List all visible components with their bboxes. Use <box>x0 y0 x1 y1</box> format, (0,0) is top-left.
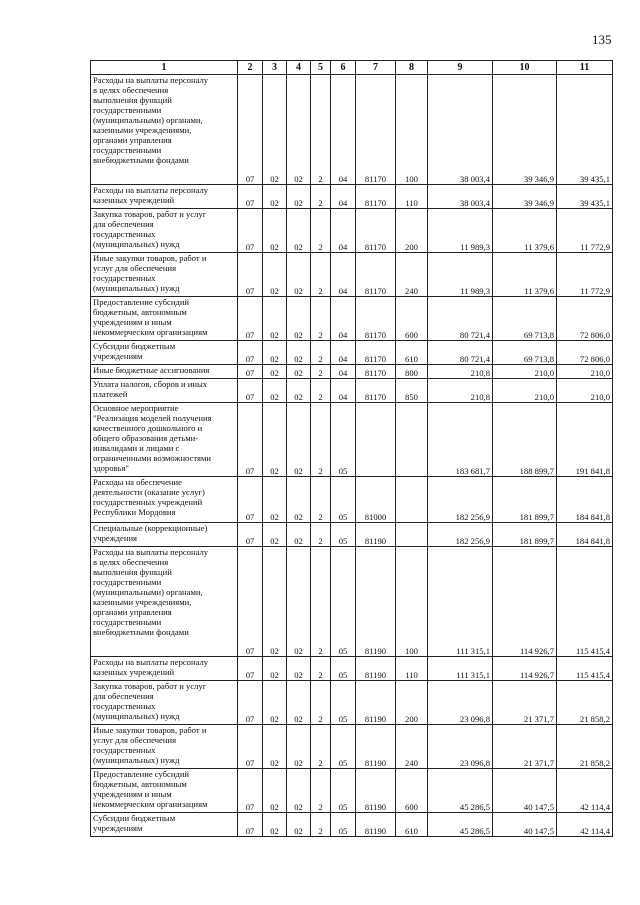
cell-col-11: 21 858,2 <box>557 725 613 769</box>
cell-col-2: 07 <box>238 657 263 681</box>
cell-col-6: 05 <box>331 523 356 547</box>
cell-col-8: 610 <box>396 341 428 365</box>
cell-col-6: 04 <box>331 253 356 297</box>
cell-col-9: 111 315,1 <box>428 547 493 657</box>
cell-col-7: 81190 <box>356 547 396 657</box>
cell-col-9: 38 003,4 <box>428 185 493 209</box>
cell-col-4: 02 <box>287 547 311 657</box>
cell-col-6: 04 <box>331 379 356 403</box>
cell-col-9: 23 096,8 <box>428 725 493 769</box>
cell-col-9: 11 989,3 <box>428 209 493 253</box>
cell-col-4: 02 <box>287 403 311 477</box>
cell-col-4: 02 <box>287 209 311 253</box>
cell-col-6: 04 <box>331 75 356 185</box>
cell-col-9: 210,8 <box>428 365 493 379</box>
cell-col-8: 110 <box>396 185 428 209</box>
cell-col-9: 45 286,5 <box>428 813 493 837</box>
cell-col-4: 02 <box>287 341 311 365</box>
col-header-7: 7 <box>356 61 396 75</box>
cell-col-11: 39 435,1 <box>557 185 613 209</box>
cell-col-6: 05 <box>331 657 356 681</box>
cell-col-2: 07 <box>238 379 263 403</box>
cell-col-8 <box>396 403 428 477</box>
row-name-cell: Субсидии бюджетным учреждениям <box>91 813 238 837</box>
row-name-cell: Расходы на выплаты персоналу казенных учреждений <box>91 185 238 209</box>
table-row <box>91 725 613 769</box>
cell-col-7: 81190 <box>356 681 396 725</box>
cell-col-3: 02 <box>263 209 287 253</box>
table-row <box>91 769 613 813</box>
cell-col-6: 05 <box>331 725 356 769</box>
cell-col-3: 02 <box>263 75 287 185</box>
cell-col-6: 05 <box>331 547 356 657</box>
cell-col-11: 210,0 <box>557 379 613 403</box>
cell-col-2: 07 <box>238 297 263 341</box>
cell-col-2: 07 <box>238 403 263 477</box>
table-row <box>91 253 613 297</box>
cell-col-3: 02 <box>263 379 287 403</box>
cell-col-3: 02 <box>263 365 287 379</box>
cell-col-9: 111 315,1 <box>428 657 493 681</box>
col-header-11: 11 <box>557 61 613 75</box>
cell-col-10: 210,0 <box>493 365 557 379</box>
page-number: 135 <box>592 32 612 47</box>
table-row <box>91 379 613 403</box>
cell-col-7: 81190 <box>356 813 396 837</box>
cell-col-2: 07 <box>238 185 263 209</box>
cell-col-8 <box>396 477 428 523</box>
cell-col-9: 183 681,7 <box>428 403 493 477</box>
cell-col-7: 81170 <box>356 185 396 209</box>
cell-col-3: 02 <box>263 523 287 547</box>
cell-col-7: 81000 <box>356 477 396 523</box>
cell-col-9: 210,8 <box>428 379 493 403</box>
cell-col-9: 80 721,4 <box>428 341 493 365</box>
cell-col-9: 182 256,9 <box>428 523 493 547</box>
cell-col-3: 02 <box>263 253 287 297</box>
cell-col-7: 81170 <box>356 253 396 297</box>
cell-col-2: 07 <box>238 725 263 769</box>
cell-col-10: 21 371,7 <box>493 725 557 769</box>
cell-col-3: 02 <box>263 403 287 477</box>
cell-col-5: 2 <box>311 547 331 657</box>
cell-col-10: 11 379,6 <box>493 209 557 253</box>
col-header-9: 9 <box>428 61 493 75</box>
cell-col-9: 45 286,5 <box>428 769 493 813</box>
table-row <box>91 657 613 681</box>
cell-col-5: 2 <box>311 725 331 769</box>
cell-col-5: 2 <box>311 297 331 341</box>
cell-col-7 <box>356 403 396 477</box>
cell-col-7: 81170 <box>356 379 396 403</box>
cell-col-7: 81190 <box>356 523 396 547</box>
cell-col-8: 600 <box>396 769 428 813</box>
cell-col-5: 2 <box>311 209 331 253</box>
cell-col-2: 07 <box>238 813 263 837</box>
col-header-1: 1 <box>91 61 238 75</box>
row-name-cell: Расходы на выплаты персоналу казенных учреждений <box>91 657 238 681</box>
cell-col-2: 07 <box>238 209 263 253</box>
cell-col-5: 2 <box>311 813 331 837</box>
cell-col-8 <box>396 523 428 547</box>
row-name-cell: Расходы на обеспечение деятельности (оказание услуг) государственных учреждений Республики Мордовия <box>91 477 238 523</box>
cell-col-9: 23 096,8 <box>428 681 493 725</box>
cell-col-10: 210,0 <box>493 379 557 403</box>
table-row <box>91 813 613 837</box>
cell-col-2: 07 <box>238 547 263 657</box>
cell-col-10: 69 713,8 <box>493 297 557 341</box>
table-row <box>91 185 613 209</box>
cell-col-10: 39 346,9 <box>493 75 557 185</box>
row-name-cell: Иные бюджетные ассигнования <box>91 365 238 379</box>
cell-col-10: 40 147,5 <box>493 813 557 837</box>
table-row <box>91 365 613 379</box>
cell-col-5: 2 <box>311 341 331 365</box>
cell-col-5: 2 <box>311 253 331 297</box>
cell-col-4: 02 <box>287 769 311 813</box>
cell-col-2: 07 <box>238 365 263 379</box>
cell-col-9: 182 256,9 <box>428 477 493 523</box>
table-row <box>91 209 613 253</box>
col-header-6: 6 <box>331 61 356 75</box>
cell-col-11: 42 114,4 <box>557 769 613 813</box>
cell-col-4: 02 <box>287 379 311 403</box>
cell-col-11: 184 841,8 <box>557 523 613 547</box>
cell-col-11: 72 806,0 <box>557 297 613 341</box>
header-row <box>91 61 613 75</box>
cell-col-7: 81170 <box>356 75 396 185</box>
cell-col-5: 2 <box>311 185 331 209</box>
cell-col-6: 05 <box>331 403 356 477</box>
cell-col-11: 21 858,2 <box>557 681 613 725</box>
cell-col-10: 188 899,7 <box>493 403 557 477</box>
cell-col-6: 05 <box>331 681 356 725</box>
cell-col-6: 05 <box>331 477 356 523</box>
cell-col-5: 2 <box>311 75 331 185</box>
row-name-cell: Предоставление субсидий бюджетным, автономным учреждениям и иным некоммерческим организациям <box>91 769 238 813</box>
cell-col-9: 38 003,4 <box>428 75 493 185</box>
cell-col-4: 02 <box>287 813 311 837</box>
cell-col-8: 200 <box>396 209 428 253</box>
cell-col-2: 07 <box>238 523 263 547</box>
cell-col-3: 02 <box>263 657 287 681</box>
cell-col-7: 81170 <box>356 209 396 253</box>
cell-col-4: 02 <box>287 477 311 523</box>
cell-col-5: 2 <box>311 403 331 477</box>
cell-col-4: 02 <box>287 185 311 209</box>
budget-table <box>90 60 613 837</box>
cell-col-4: 02 <box>287 75 311 185</box>
row-name-cell: Расходы на выплаты персоналу в целях обеспечения выполнения функций государственными (муниципальными) органами, казенными учреждениями, органами управления государственными внебюджетными фондами <box>91 547 238 657</box>
cell-col-6: 04 <box>331 297 356 341</box>
cell-col-11: 210,0 <box>557 365 613 379</box>
cell-col-11: 42 114,4 <box>557 813 613 837</box>
cell-col-4: 02 <box>287 365 311 379</box>
cell-col-2: 07 <box>238 769 263 813</box>
row-name-cell: Субсидии бюджетным учреждениям <box>91 341 238 365</box>
cell-col-4: 02 <box>287 657 311 681</box>
cell-col-11: 191 841,8 <box>557 403 613 477</box>
cell-col-11: 11 772,9 <box>557 209 613 253</box>
row-name-cell: Иные закупки товаров, работ и услуг для обеспечения государственных (муниципальных) нужд <box>91 725 238 769</box>
cell-col-11: 72 806,0 <box>557 341 613 365</box>
cell-col-5: 2 <box>311 657 331 681</box>
cell-col-3: 02 <box>263 477 287 523</box>
cell-col-3: 02 <box>263 813 287 837</box>
cell-col-3: 02 <box>263 681 287 725</box>
cell-col-7: 81190 <box>356 769 396 813</box>
cell-col-8: 240 <box>396 725 428 769</box>
cell-col-6: 04 <box>331 341 356 365</box>
cell-col-3: 02 <box>263 185 287 209</box>
cell-col-7: 81170 <box>356 297 396 341</box>
cell-col-4: 02 <box>287 725 311 769</box>
cell-col-10: 39 346,9 <box>493 185 557 209</box>
cell-col-8: 100 <box>396 547 428 657</box>
cell-col-8: 200 <box>396 681 428 725</box>
cell-col-8: 240 <box>396 253 428 297</box>
cell-col-2: 07 <box>238 341 263 365</box>
col-header-8: 8 <box>396 61 428 75</box>
cell-col-4: 02 <box>287 681 311 725</box>
cell-col-6: 05 <box>331 813 356 837</box>
cell-col-10: 114 926,7 <box>493 657 557 681</box>
cell-col-10: 181 899,7 <box>493 523 557 547</box>
col-header-4: 4 <box>287 61 311 75</box>
cell-col-7: 81170 <box>356 341 396 365</box>
table-row <box>91 297 613 341</box>
cell-col-5: 2 <box>311 769 331 813</box>
cell-col-6: 04 <box>331 209 356 253</box>
row-name-cell: Расходы на выплаты персоналу в целях обеспечения выполнения функций государственными (муниципальными) органами, казенными учреждениями, органами управления государственными внебюджетными фондами <box>91 75 238 185</box>
row-name-cell: Закупка товаров, работ и услуг для обеспечения государственных (муниципальных) нужд <box>91 209 238 253</box>
cell-col-9: 11 989,3 <box>428 253 493 297</box>
cell-col-4: 02 <box>287 297 311 341</box>
cell-col-2: 07 <box>238 681 263 725</box>
table-row <box>91 403 613 477</box>
cell-col-5: 2 <box>311 523 331 547</box>
cell-col-10: 11 379,6 <box>493 253 557 297</box>
cell-col-6: 05 <box>331 769 356 813</box>
cell-col-3: 02 <box>263 341 287 365</box>
cell-col-11: 115 415,4 <box>557 657 613 681</box>
col-header-10: 10 <box>493 61 557 75</box>
cell-col-6: 04 <box>331 365 356 379</box>
table-row <box>91 681 613 725</box>
col-header-3: 3 <box>263 61 287 75</box>
cell-col-3: 02 <box>263 547 287 657</box>
cell-col-11: 39 435,1 <box>557 75 613 185</box>
cell-col-2: 07 <box>238 477 263 523</box>
cell-col-3: 02 <box>263 297 287 341</box>
row-name-cell: Предоставление субсидий бюджетным, автономным учреждениям и иным некоммерческим организациям <box>91 297 238 341</box>
cell-col-11: 184 841,8 <box>557 477 613 523</box>
row-name-cell: Иные закупки товаров, работ и услуг для обеспечения государственных (муниципальных) нужд <box>91 253 238 297</box>
table-row <box>91 477 613 523</box>
cell-col-8: 100 <box>396 75 428 185</box>
col-header-5: 5 <box>311 61 331 75</box>
cell-col-8: 850 <box>396 379 428 403</box>
cell-col-9: 80 721,4 <box>428 297 493 341</box>
cell-col-4: 02 <box>287 523 311 547</box>
table-row <box>91 75 613 185</box>
cell-col-3: 02 <box>263 725 287 769</box>
cell-col-7: 81190 <box>356 657 396 681</box>
cell-col-10: 181 899,7 <box>493 477 557 523</box>
cell-col-8: 800 <box>396 365 428 379</box>
table-row <box>91 547 613 657</box>
table-row <box>91 341 613 365</box>
col-header-2: 2 <box>238 61 263 75</box>
cell-col-10: 40 147,5 <box>493 769 557 813</box>
cell-col-5: 2 <box>311 477 331 523</box>
table-row <box>91 523 613 547</box>
cell-col-8: 600 <box>396 297 428 341</box>
cell-col-11: 11 772,9 <box>557 253 613 297</box>
cell-col-5: 2 <box>311 365 331 379</box>
cell-col-4: 02 <box>287 253 311 297</box>
cell-col-6: 04 <box>331 185 356 209</box>
row-name-cell: Уплата налогов, сборов и иных платежей <box>91 379 238 403</box>
cell-col-11: 115 415,4 <box>557 547 613 657</box>
cell-col-2: 07 <box>238 75 263 185</box>
row-name-cell: Основное мероприятие "Реализация моделей получения качественного дошкольного и общего образования детьми- инвалидами и лицами с ограниченными возможностями здоровья" <box>91 403 238 477</box>
cell-col-7: 81170 <box>356 365 396 379</box>
cell-col-10: 69 713,8 <box>493 341 557 365</box>
cell-col-2: 07 <box>238 253 263 297</box>
cell-col-5: 2 <box>311 379 331 403</box>
cell-col-10: 114 926,7 <box>493 547 557 657</box>
row-name-cell: Закупка товаров, работ и услуг для обеспечения государственных (муниципальных) нужд <box>91 681 238 725</box>
cell-col-8: 110 <box>396 657 428 681</box>
cell-col-10: 21 371,7 <box>493 681 557 725</box>
row-name-cell: Специальные (коррекционные) учреждения <box>91 523 238 547</box>
cell-col-7: 81190 <box>356 725 396 769</box>
cell-col-3: 02 <box>263 769 287 813</box>
cell-col-5: 2 <box>311 681 331 725</box>
cell-col-8: 610 <box>396 813 428 837</box>
